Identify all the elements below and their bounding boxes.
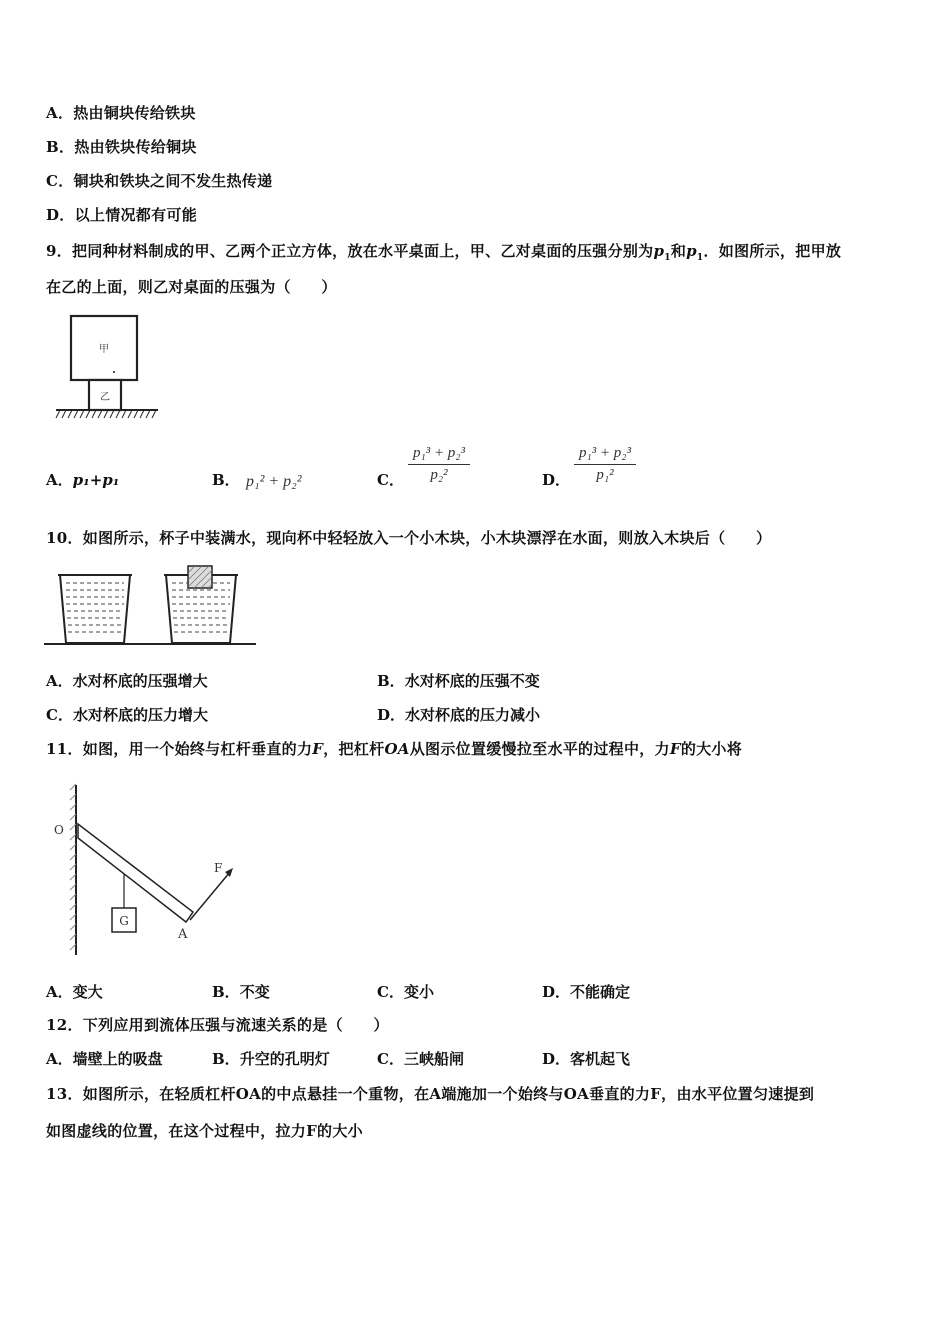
q9-stacked-cubes-figure [54,312,164,424]
q9-option-c-label: C． [377,471,404,489]
q10-option-d: D．水对杯底的压力减小 [377,706,541,724]
q11-stem: 11．如图，用一个始终与杠杆垂直的力F，把杠杆OA从图示位置缓慢拉至水平的过程中，力F的大小将 [46,740,743,758]
q12-option-c: C．三峡船闸 [377,1050,464,1068]
q12-option-a: A．墙壁上的吸盘 [46,1050,163,1068]
cube-jia-label: 甲 [99,344,109,355]
q12-stem: 12．下列应用到流体压强与流速关系的是（ ） [46,1016,389,1034]
q8-option-d: D．以上情况都有可能 [46,206,198,224]
q13-stem-line2: 如图虚线的位置，在这个过程中，拉力F的大小 [46,1122,363,1140]
point-a-label: A [178,927,188,942]
q10-stem: 10．如图所示，杯子中装满水，现向杯中轻轻放入一个小木块，小木块漂浮在水面，则放入木块后（ ） [46,529,772,547]
q11-option-b: B．不变 [212,983,270,1001]
weight-g-label: G [119,914,129,928]
cup-before [58,575,132,643]
q9-stem-line1: 9．把同种材料制成的甲、乙两个正立方体，放在水平桌面上，甲、乙对桌面的压强分别为$p_1$和$p_1$．如图所示，把甲放 [46,242,842,263]
q8-option-b: B．热由铁块传给铜块 [46,138,197,156]
force-f-arrow [190,872,230,920]
q11-lever-figure [48,780,248,960]
q9-option-b-expr: p₁² + p₂² [246,473,302,490]
q12-option-b: B．升空的孔明灯 [212,1050,330,1068]
force-f-label: F [214,861,223,875]
q11-option-c: C．变小 [377,983,434,1001]
q10-option-c: C．水对杯底的压力增大 [46,706,208,724]
q9-option-c-fraction: p₁³ + p₂³ p₂² [408,445,470,484]
q10-cups-figure [44,563,258,647]
q13-stem-line1: 13．如图所示，在轻质杠杆OA的中点悬挂一个重物，在A端施加一个始终与OA垂直的力F，由水平位置匀速提到 [46,1085,815,1103]
q9-option-d-label: D． [542,471,571,489]
q8-option-a: A．热由铜块传给铁块 [46,104,196,122]
q9-option-d-fraction: p₁³ + p₂³ p₁² [574,445,636,484]
q11-option-d: D．不能确定 [542,983,631,1001]
q9-option-b-label: B． [212,471,240,489]
point-o-label: O [54,823,64,837]
cube-yi-label: 乙 [100,392,110,403]
q10-option-a: A．水对杯底的压强增大 [46,672,208,690]
q8-option-c: C．铜块和铁块之间不发生热传递 [46,172,273,190]
q11-option-a: A．变大 [46,983,103,1001]
q9-option-a: A．p₁+p₁ [46,471,120,489]
cup-after-with-block [164,566,238,643]
q9-stem-line2: 在乙的上面，则乙对桌面的压强为（ ） [46,278,337,296]
q10-option-b: B．水对杯底的压强不变 [377,672,540,690]
q12-option-d: D．客机起飞 [542,1050,631,1068]
